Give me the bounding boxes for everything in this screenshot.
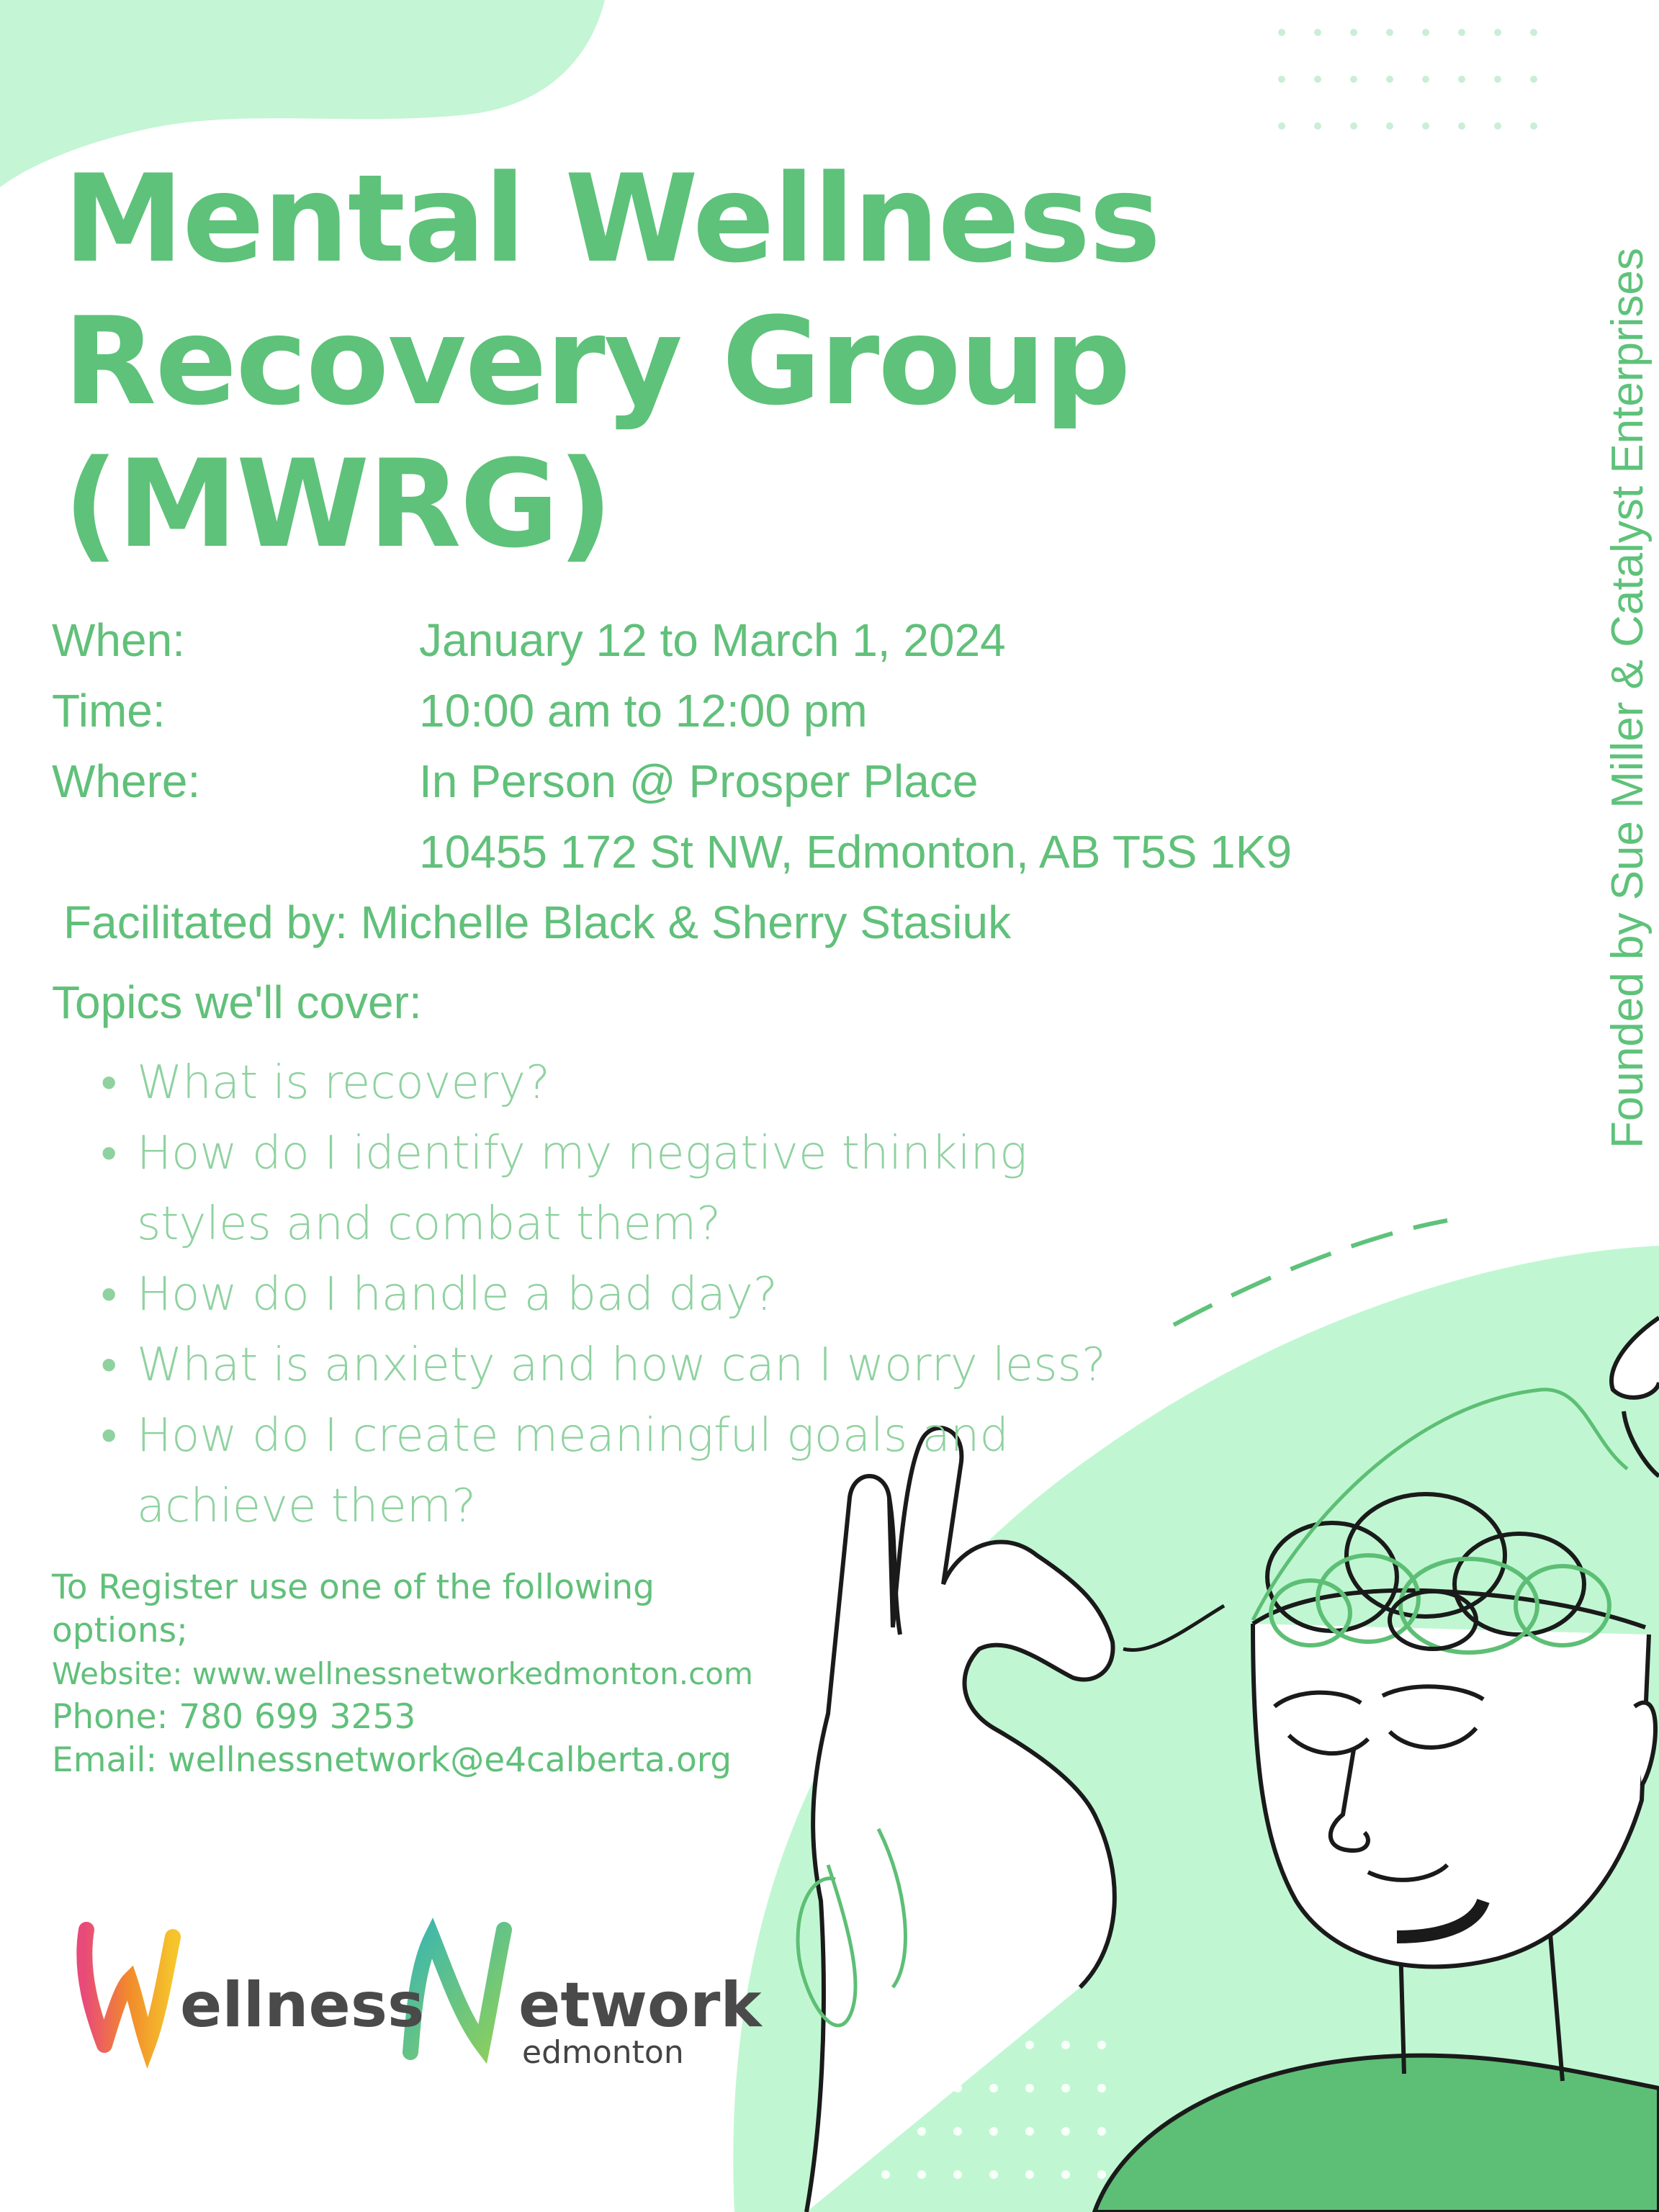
list-item: • How do I handle a bad day? <box>101 1259 1181 1330</box>
title-line-3: (MWRG) <box>63 433 612 575</box>
founded-by-label: Founded by Sue Miller & Catalyst Enterprises <box>1603 248 1653 1148</box>
time-value: 10:00 am to 12:00 pm <box>419 685 868 737</box>
time-label: Time: <box>52 685 166 737</box>
logo-word-etwork: etwork <box>518 1969 762 2041</box>
register-intro: To Register use one of the following options; <box>52 1568 655 1650</box>
bullet-icon: • <box>101 1056 117 1110</box>
bullet-icon: • <box>101 1127 117 1180</box>
topics-heading: Topics we'll cover: <box>52 976 422 1028</box>
list-item: • How do I identify my negative thinking styles and combat them? <box>101 1118 1109 1259</box>
list-item: • What is anxiety and how can I worry less? <box>101 1330 1181 1401</box>
bullet-icon: • <box>101 1409 117 1462</box>
bullet-icon: • <box>101 1339 117 1392</box>
logo-subtitle: edmonton <box>522 2034 684 2071</box>
topics-list <box>101 1048 1181 1542</box>
register-website[interactable]: Website: www.wellnessnetworkedmonton.com <box>52 1656 753 1691</box>
address: 10455 172 St NW, Edmonton, AB T5S 1K9 <box>419 826 1292 878</box>
when-value: January 12 to March 1, 2024 <box>419 614 1006 666</box>
page-title <box>63 148 1159 575</box>
when-label: When: <box>52 614 185 666</box>
list-item: • What is recovery? <box>101 1048 1181 1118</box>
where-label: Where: <box>52 755 201 807</box>
title-line-1: Mental Wellness <box>63 148 1160 289</box>
where-value: In Person @ Prosper Place <box>419 755 979 807</box>
title-line-2: Recovery Group <box>63 291 1130 432</box>
list-item: • How do I create meaningful goals and achieve them? <box>101 1401 1058 1542</box>
bullet-icon: • <box>101 1268 117 1321</box>
register-email[interactable]: Email: wellnessnetwork@e4calberta.org <box>52 1740 732 1780</box>
register-phone[interactable]: Phone: 780 699 3253 <box>52 1697 416 1737</box>
registration-info <box>52 1566 844 1782</box>
logo-word-ellness: ellness <box>180 1969 425 2041</box>
facilitators: Facilitated by: Michelle Black & Sherry Stasiuk <box>63 896 1012 948</box>
tangle-lines <box>1267 1494 1609 1653</box>
